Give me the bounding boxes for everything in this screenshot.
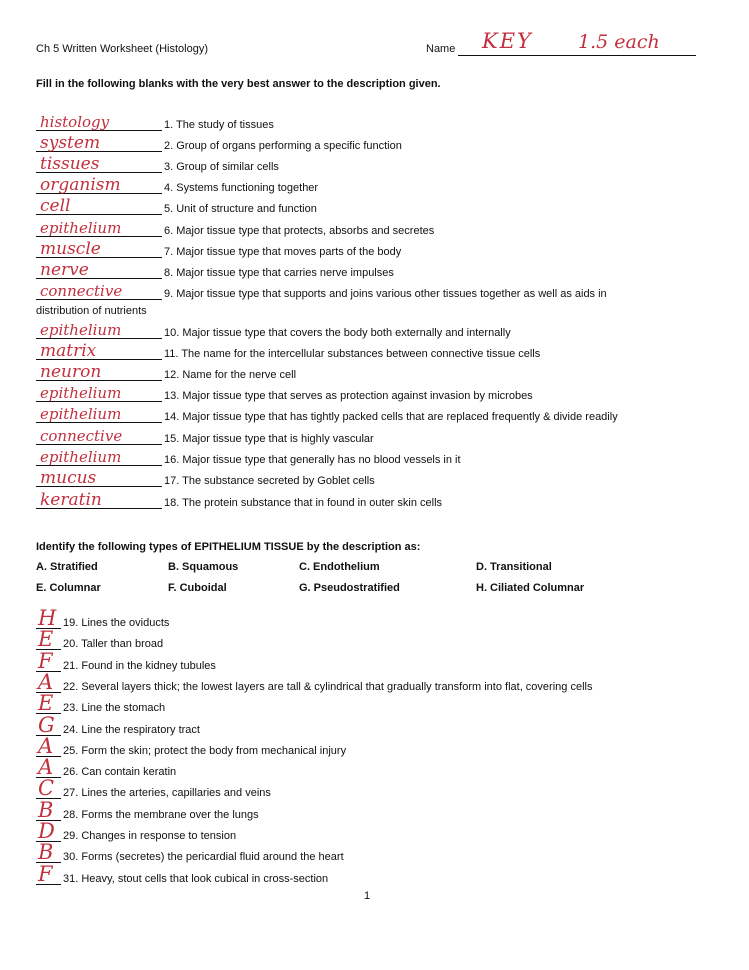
points-handwritten: 1.5 each: [578, 31, 660, 53]
handwritten-answer: epithelium: [40, 448, 122, 466]
handwritten-answer: A: [38, 669, 54, 694]
item-text: 12. Name for the nerve cell: [164, 369, 297, 381]
page-number: 1: [364, 890, 371, 902]
handwritten-answer: A: [38, 733, 54, 758]
item-text: 30. Forms (secretes) the pericardial fluid around the heart: [63, 851, 344, 864]
item-text: 14. Major tissue type that has tightly packed cells that are replaced frequently & divide readily: [164, 411, 618, 423]
handwritten-answer: B: [38, 797, 54, 822]
item-text: 23. Line the stomach: [63, 702, 166, 715]
handwritten-answer: tissues: [40, 154, 100, 174]
item-text-continuation: distribution of nutrients: [36, 305, 147, 317]
part1-instruction: Fill in the following blanks with the very best answer to the description given.: [36, 78, 441, 90]
item-text: 27. Lines the arteries, capillaries and veins: [63, 787, 271, 800]
item-text: 9. Major tissue type that supports and joins various other tissues together as well as aids in: [164, 288, 607, 300]
handwritten-answer: G: [38, 712, 55, 737]
item-text: 25. Form the skin; protect the body from mechanical injury: [63, 744, 347, 757]
handwritten-answer: organism: [40, 175, 121, 195]
epithelium-option: G. Pseudostratified: [299, 582, 400, 594]
item-text: 11. The name for the intercellular substances between connective tissue cells: [164, 348, 541, 360]
item-text: 6. Major tissue type that protects, absorbs and secretes: [164, 225, 435, 237]
item-text: 24. Line the respiratory tract: [63, 723, 200, 736]
epithelium-option: E. Columnar: [36, 582, 101, 594]
item-text: 1. The study of tissues: [164, 119, 274, 131]
handwritten-answer: epithelium: [40, 321, 122, 339]
item-text: 26. Can contain keratin: [63, 766, 177, 779]
item-text: 2. Group of organs performing a specific function: [164, 140, 402, 152]
handwritten-answer: system: [40, 133, 101, 153]
handwritten-answer: nerve: [40, 260, 89, 280]
handwritten-answer: E: [38, 691, 54, 716]
handwritten-answer: B: [38, 840, 54, 865]
handwritten-answer: epithelium: [40, 405, 122, 423]
handwritten-answer: H: [38, 606, 57, 630]
handwritten-answer: mucus: [40, 468, 97, 488]
handwritten-answer: E: [38, 627, 54, 652]
epithelium-option: A. Stratified: [36, 561, 98, 573]
item-text: 28. Forms the membrane over the lungs: [63, 808, 259, 821]
name-handwritten: KEY: [482, 29, 533, 53]
handwritten-answer: A: [38, 755, 54, 780]
item-text: 3. Group of similar cells: [164, 161, 279, 173]
item-text: 16. Major tissue type that generally has no blood vessels in it: [164, 454, 461, 466]
epithelium-option: H. Ciliated Columnar: [476, 582, 585, 594]
handwritten-answer: C: [38, 776, 55, 801]
epithelium-option: C. Endothelium: [299, 561, 380, 573]
handwritten-answer: cell: [40, 196, 71, 216]
handwritten-answer: epithelium: [40, 384, 122, 402]
handwritten-answer: connective: [40, 282, 123, 300]
item-text: 22. Several layers thick; the lowest layers are tall & cylindrical that gradually transform into flat, covering cells: [63, 680, 593, 693]
item-text: 29. Changes in response to tension: [63, 830, 237, 842]
handwritten-answer: muscle: [40, 239, 101, 259]
handwritten-answer: histology: [40, 113, 110, 131]
handwritten-answer: epithelium: [40, 219, 122, 237]
item-text: 10. Major tissue type that covers the body both externally and internally: [164, 327, 511, 339]
worksheet-title: Ch 5 Written Worksheet (Histology): [36, 43, 208, 55]
item-text: 13. Major tissue type that serves as protection against invasion by microbes: [164, 390, 533, 402]
handwritten-answer: F: [38, 648, 53, 673]
name-label: Name: [426, 43, 456, 55]
item-text: 31. Heavy, stout cells that look cubical in cross-section: [63, 872, 329, 885]
item-text: 5. Unit of structure and function: [164, 203, 317, 215]
handwritten-answer: D: [38, 819, 55, 843]
item-text: 17. The substance secreted by Goblet cells: [164, 475, 375, 487]
name-underline: [458, 55, 696, 56]
item-text: 21. Found in the kidney tubules: [63, 659, 216, 672]
part2-instruction: Identify the following types of EPITHELIUM TISSUE by the description as:: [36, 541, 421, 553]
item-text: 19. Lines the oviducts: [63, 617, 170, 629]
epithelium-option: D. Transitional: [476, 561, 552, 573]
item-text: 15. Major tissue type that is highly vascular: [164, 433, 374, 445]
item-text: 20. Taller than broad: [63, 638, 164, 651]
handwritten-answer: matrix: [40, 341, 97, 361]
item-text: 18. The protein substance that in found in outer skin cells: [164, 497, 443, 509]
handwritten-answer: F: [38, 861, 53, 886]
item-text: 7. Major tissue type that moves parts of the body: [164, 246, 402, 258]
epithelium-option: F. Cuboidal: [168, 582, 227, 594]
handwritten-answer: neuron: [40, 362, 102, 382]
handwritten-answer: keratin: [40, 490, 102, 510]
handwritten-answer: connective: [40, 427, 123, 445]
item-text: 8. Major tissue type that carries nerve impulses: [164, 267, 394, 279]
epithelium-option: B. Squamous: [168, 561, 239, 573]
item-text: 4. Systems functioning together: [164, 182, 319, 194]
